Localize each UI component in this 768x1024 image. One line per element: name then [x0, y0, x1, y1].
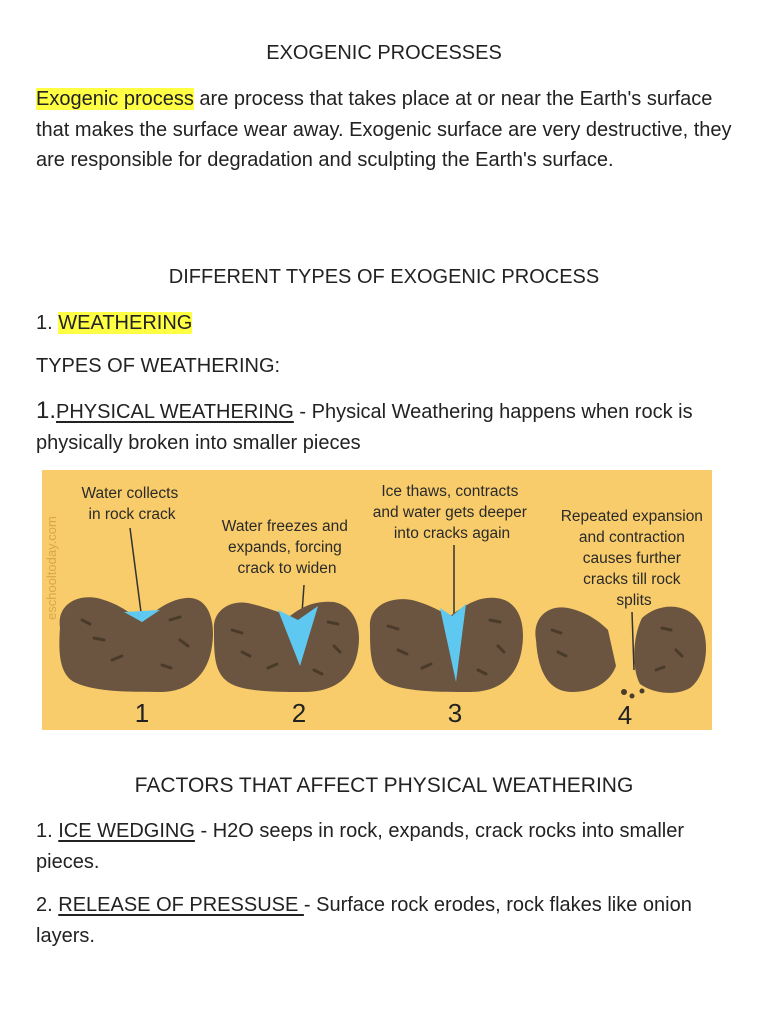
physical-term-a: Physica [311, 401, 382, 423]
caption-step-4: Repeated expansion and contraction causes further cracks till rock splits [560, 508, 703, 609]
factor-2-label: RELEASE OF PRESSUSE [58, 894, 304, 916]
types-of-weathering-heading: TYPES OF WEATHERING: [36, 355, 281, 377]
factor-1-number: 1. [36, 820, 59, 842]
rock-step-1 [59, 597, 213, 692]
physical-term-c: Weathering [386, 401, 494, 423]
caption-step-3: Ice thaws, contracts and water gets deeper into cracks again [372, 483, 527, 542]
factor-ice-wedging [36, 816, 736, 877]
intro-paragraph [36, 84, 736, 176]
physical-number: 1. [36, 397, 57, 424]
factor-2-number: 2. [36, 894, 59, 916]
weathering-diagram [42, 470, 712, 730]
step-number-2: 2 [291, 698, 307, 728]
factor-1-dash: - [194, 820, 213, 842]
intro-highlight: Exogenic process [36, 88, 194, 110]
watermark: eschooltoday.com [44, 516, 59, 620]
step-number-3: 3 [447, 698, 463, 728]
rock-step-3 [370, 598, 523, 692]
weathering-label: WEATHERING [58, 312, 193, 334]
types-heading: DIFFERENT TYPES OF EXOGENIC PROCESS [168, 266, 600, 288]
page-title: EXOGENIC PROCESSES [266, 42, 502, 64]
factors-heading: FACTORS THAT AFFECT PHYSICAL WEATHERING [134, 774, 634, 797]
pointer-line-4 [632, 612, 634, 670]
factor-1-text: H2O seeps in rock, expands, crack rocks into smaller pieces. [36, 820, 684, 873]
caption-step-2: Water freezes and expands, forcing crack to widen [221, 518, 348, 577]
step-number-1: 1 [134, 698, 150, 728]
physical-dash: - [293, 401, 312, 423]
weathering-item [36, 308, 192, 339]
intro-text: are process that takes place at or near the Earth's surface that makes the surface wear away. Exogenic surface are very destructive, they are responsible for degradation and sculpting the Earth's surface. [36, 88, 732, 171]
step-number-4: 4 [617, 700, 633, 730]
physical-term-b: l [381, 401, 387, 423]
rock-step-4 [535, 607, 706, 699]
physical-weathering-paragraph [36, 396, 736, 458]
factor-1-label: ICE WEDGING [58, 820, 195, 842]
factor-2-text: Surface rock erodes, rock flakes like onion layers. [36, 894, 692, 947]
weathering-number: 1. [36, 312, 59, 334]
weathering-diagram-svg [42, 470, 712, 730]
caption-step-1: Water collects in rock crack [81, 485, 179, 523]
physical-text: happens when rock is physically broken into smaller pieces [36, 401, 693, 454]
pointer-line-1 [130, 528, 142, 620]
physical-label: PHYSICAL WEATHERING [56, 401, 294, 423]
factor-release-of-pressure [36, 890, 736, 951]
rock-step-2 [214, 602, 359, 692]
factor-2-dash: - [303, 894, 317, 916]
